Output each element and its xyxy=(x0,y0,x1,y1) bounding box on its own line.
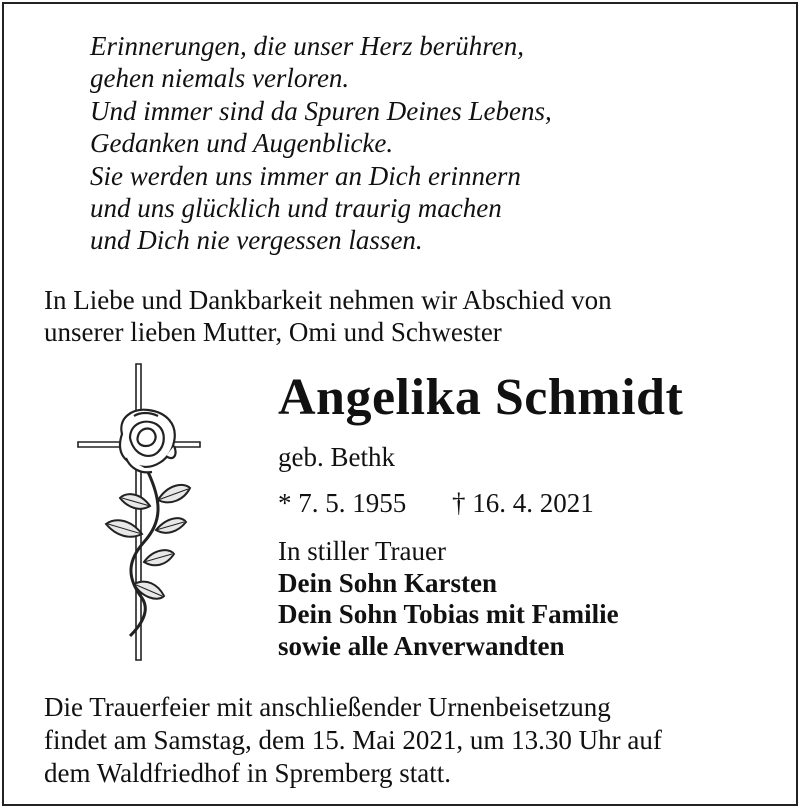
mourner-line: Dein Sohn Tobias mit Familie xyxy=(278,599,619,629)
poem-line: Sie werden uns immer an Dich erinnern xyxy=(90,160,521,191)
memorial-poem xyxy=(90,30,552,257)
birth-date: * 7. 5. 1955 xyxy=(278,488,407,518)
service-line: dem Waldfriedhof in Spremberg statt. xyxy=(44,758,451,788)
funeral-service-info xyxy=(44,691,662,790)
farewell-intro xyxy=(44,284,612,348)
deceased-name: Angelika Schmidt xyxy=(278,369,684,426)
poem-line: und Dich nie vergessen lassen. xyxy=(90,225,423,256)
mourner-line: sowie alle Anverwandten xyxy=(278,630,565,661)
cross-with-rose-icon xyxy=(70,362,210,667)
mourner-line: Dein Sohn Karsten xyxy=(278,567,498,598)
service-line: findet am Samstag, dem 15. Mai 2021, um 13.30 Uhr auf xyxy=(44,725,662,755)
poem-line: gehen niemals verloren. xyxy=(90,63,350,94)
intro-line: In Liebe und Dankbarkeit nehmen wir Abschied von xyxy=(44,285,612,315)
service-line: Die Trauerfeier mit anschließender Urnenbeisetzung xyxy=(44,692,611,722)
intro-line: unserer lieben Mutter, Omi und Schwester xyxy=(44,317,502,347)
poem-line: und uns glücklich und traurig machen xyxy=(90,193,502,224)
poem-line: Erinnerungen, die unser Herz berühren, xyxy=(90,31,524,61)
poem-line: Gedanken und Augenblicke. xyxy=(90,128,394,159)
death-date: † 16. 4. 2021 xyxy=(452,488,594,518)
poem-line: Und immer sind da Spuren Deines Lebens, xyxy=(90,95,552,126)
birth-name: geb. Bethk xyxy=(278,442,395,472)
mourners-heading: In stiller Trauer xyxy=(278,536,446,566)
mourners-block xyxy=(278,536,619,662)
